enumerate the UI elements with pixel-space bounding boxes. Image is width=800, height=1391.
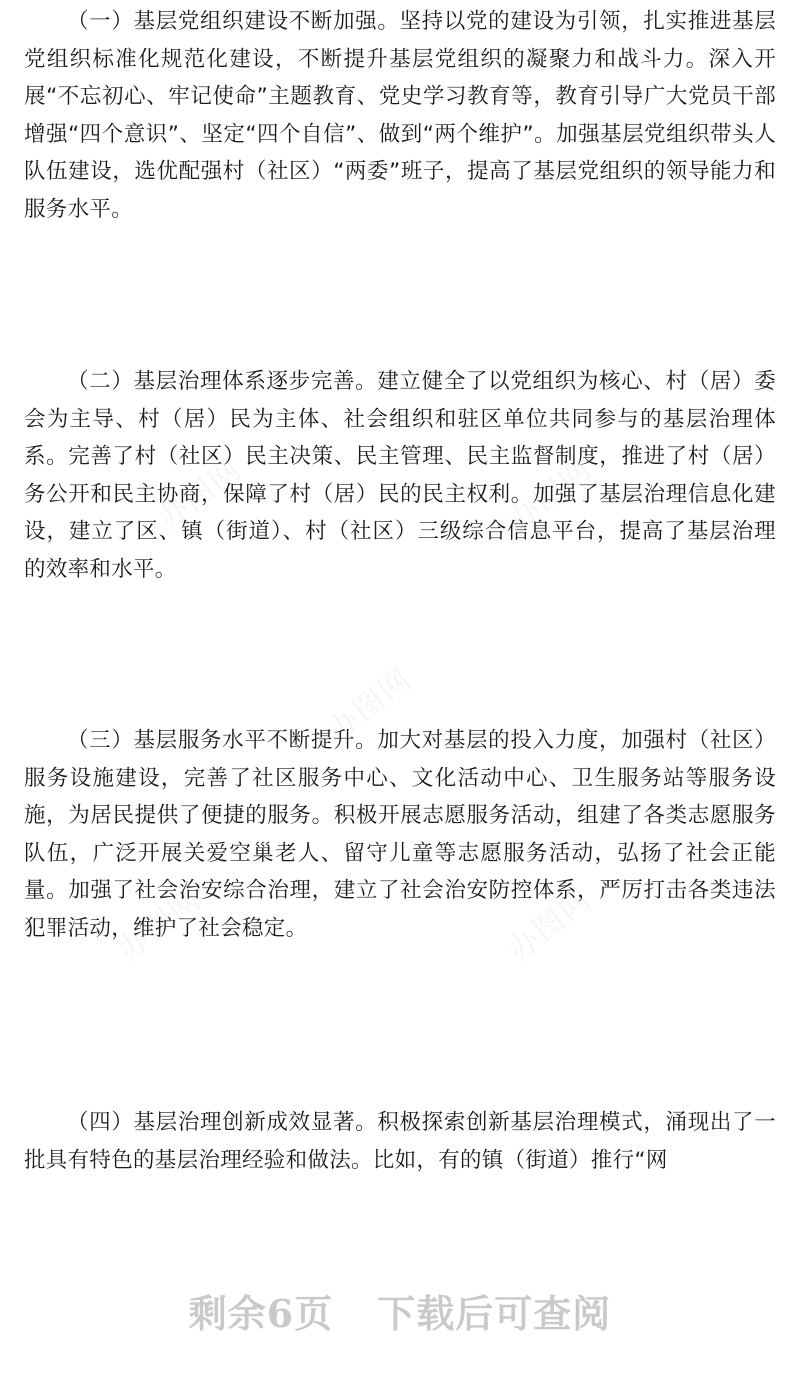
paragraph-service-level — [24, 722, 776, 948]
download-notice[interactable] — [0, 1283, 800, 1338]
paragraph-text: （二）基层治理体系逐步完善。建立健全了以党组织为核心、村（居）委会为主导、村（居）民为主体、社会组织和驻区单位共同参与的基层治理体系。完善了村（社区）民主决策、民主管理、民主监督制度，推进了村（居）务公开和民主协商，保障了村（居）民的民主权利。加强了基层治理信息化建设，建立了区、镇（街道）、村（社区）三级综合信息平台，提高了基层治理的效率和水平。 — [24, 369, 776, 582]
paragraph-governance-system — [24, 363, 776, 589]
download-to-view-label: 下载后可查阅 — [377, 1291, 612, 1336]
paragraph-party-building — [24, 3, 776, 229]
paragraph-governance-innovation — [24, 1104, 776, 1179]
paragraph-text: （四）基层治理创新成效显著。积极探索创新基层治理模式，涌现出了一批具有特色的基层治理经验和做法。比如，有的镇（街道）推行“网 — [24, 1110, 776, 1173]
paragraph-text: （一）基层党组织建设不断加强。坚持以党的建设为引领，扎实推进基层党组织标准化规范化建设，不断提升基层党组织的凝聚力和战斗力。深入开展“不忘初心、牢记使命”主题教育、党史学习教育等，教育引导广大党员干部增强“四个意识”、坚定“四个自信”、做到“两个维护”。加强基层党组织带头人队伍建设，选优配强村（社区）“两委”班子，提高了基层党组织的领导能力和服务水平。 — [24, 9, 776, 222]
remaining-pages-label: 剩余6页 — [188, 1291, 334, 1336]
paragraph-text: （三）基层服务水平不断提升。加大对基层的投入力度，加强村（社区）服务设施建设，完善了社区服务中心、文化活动中心、卫生服务站等服务设施，为居民提供了便捷的服务。积极开展志愿服务活动，组建了各类志愿服务队伍，广泛开展关爱空巢老人、留守儿童等志愿服务活动，弘扬了社会正能量。加强了社会治安综合治理，建立了社会治安防控体系，严厉打击各类违法犯罪活动，维护了社会稳定。 — [24, 728, 776, 941]
